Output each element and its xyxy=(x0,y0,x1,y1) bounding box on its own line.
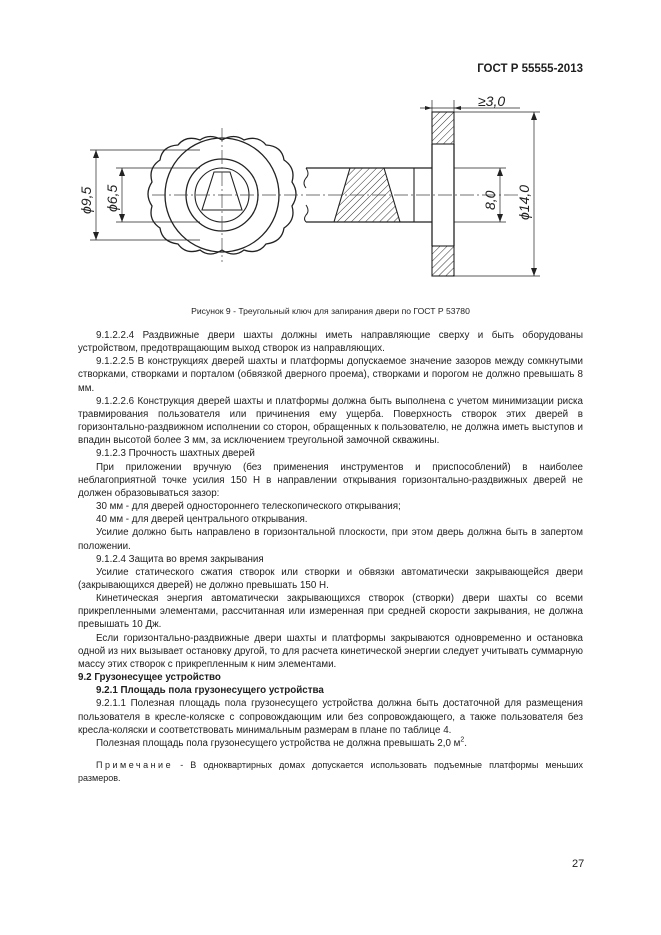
paragraph: 9.1.2.2.6 Конструкция дверей шахты и платформы должна быть выполнена с учетом минимизации риска травмирования пользователя или причинения ему ущерба. Поверхность створок этих дверей в горизонтально-раздвижном исполнении со сторон, обращенных к пользователю, не должна иметь выступов и впадин высотой более 3 мм, за исключением треугольной замочной скважины. xyxy=(78,395,583,447)
dim-side: 8,0 xyxy=(482,190,498,210)
note-label: Примечание xyxy=(96,760,174,770)
subsection-heading: 9.2.1 Площадь пола грузонесущего устройства xyxy=(96,685,324,697)
paragraph: 9.1.2.2.4 Раздвижные двери шахты должны иметь направляющие сверху и быть оборудованы устройством, предотвращающим выход створок из направляющих. xyxy=(78,330,583,355)
paragraph xyxy=(78,737,583,750)
dim-outer-diameter: ϕ9,5 xyxy=(78,186,94,214)
triangular-key-drawing xyxy=(0,80,661,300)
section-heading: 9.2 Грузонесущее устройство xyxy=(78,672,221,684)
list-item: 30 мм - для дверей одностороннего телескопического открывания; xyxy=(96,501,401,513)
paragraph: Усилие должно быть направлено в горизонтальной плоскости, при этом дверь должна быть в запертом положении. xyxy=(78,527,583,552)
note-text: - В одноквартирных домах допускается использовать подъемные платформы меньших размеров. xyxy=(78,760,583,783)
list-item: 40 мм - для дверей центрального открывания. xyxy=(96,514,308,526)
page-number: 27 xyxy=(572,858,585,870)
dim-flange-diameter: ϕ14,0 xyxy=(516,184,532,220)
paragraph: Если горизонтально-раздвижные двери шахты и платформы закрываются одновременно и остановка одной из них вызывает остановку другой, то для расчета кинетической энергии следует учитывать суммарную массу этих створок с прикрепленным к ним элементами. xyxy=(78,632,583,670)
paragraph: 9.2.1.1 Полезная площадь пола грузонесущего устройства должна быть достаточной для размещения пользователя в кресле-коляске с сопровождающим или без сопровождающего, а также пользователя без кресла-коляски и соответствовать минимальным размерам в плане по таблице 4. xyxy=(78,698,583,736)
paragraph: 9.1.2.4 Защита во время закрывания xyxy=(96,553,264,565)
paragraph: При приложении вручную (без применения инструментов и приспособлений) в наиболее неблагоприятной точке усилия 150 Н в направлении открывания горизонтально-раздвижных дверей не должен образовываться зазор: xyxy=(78,461,583,499)
paragraph: Кинетическая энергия автоматически закрывающихся створок (створки) двери шахты со всеми прикрепленными элементами, рассчитанная или измеренная при средней скорости закрывания, не должна превышать 10 Дж. xyxy=(78,593,583,631)
area-limit-text: Полезная площадь пола грузонесущего устройства не должна превышать 2,0 м xyxy=(96,737,461,749)
paragraph: 9.1.2.2.5 В конструкциях дверей шахты и платформы допускаемое значение зазоров между сомкнутыми створками, створками и порталом (обвязкой дверного проема), створками и порогом не должно превышать 8 мм. xyxy=(78,356,583,394)
dim-inner-diameter: ϕ6,5 xyxy=(104,184,120,212)
document-code: ГОСТ Р 55555-2013 xyxy=(477,63,583,75)
note xyxy=(78,759,583,784)
paragraph: Усилие статического сжатия створок или створки и обвязки автоматически закрывающейся двери (закрывающихся дверей) не должно превышать 150 Н. xyxy=(78,566,583,591)
key-section-triangle xyxy=(334,168,400,222)
dim-gap: ≥3,0 xyxy=(478,93,506,109)
sentence-end: . xyxy=(464,737,468,749)
area-unit-superscript: 2 xyxy=(460,736,465,744)
paragraph: 9.1.2.3 Прочность шахтных дверей xyxy=(96,448,255,460)
body-text xyxy=(78,329,583,784)
figure-caption: Рисунок 9 - Треугольный ключ для запирания двери по ГОСТ Р 53780 xyxy=(191,306,470,316)
